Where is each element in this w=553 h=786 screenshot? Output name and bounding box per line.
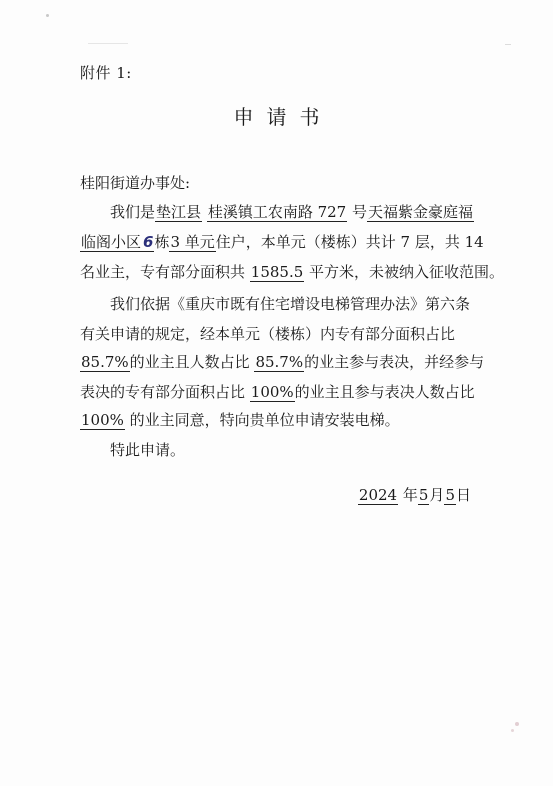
date-line (358, 484, 471, 505)
paragraph2-line2 (80, 324, 455, 344)
building-number-handwritten: 6 (143, 233, 154, 251)
street-address-field: 桂溪镇工农南路 727 (207, 203, 347, 221)
text-segment: 平方米，未被纳入征收范围。 (304, 263, 505, 281)
paragraph1-line2 (80, 232, 484, 252)
text-segment: 栋 (154, 233, 170, 251)
text-segment: 我们依据《重庆市既有住宅增设电梯管理办法》第六条 (110, 295, 471, 313)
scan-speck (515, 722, 519, 726)
text-segment: 名业主，专有部分面积共 (80, 263, 250, 281)
addressee: 桂阳街道办事处: (80, 174, 191, 192)
text-segment: 有关申请的规定，经本单元（楼栋）内专有部分面积占比 (80, 325, 456, 343)
voting-area-ratio-field: 100% (250, 383, 294, 401)
text-segment: 的业主参与表决，并经参与 (304, 353, 485, 371)
area-ratio-field: 85.7% (81, 353, 129, 371)
scan-speck (511, 729, 514, 732)
date-day-unit: 日 (455, 486, 471, 504)
text-segment: 号 (347, 203, 367, 221)
text-segment: 表决的专有部分面积占比 (80, 383, 250, 401)
paragraph1-line1 (110, 202, 474, 222)
unit-field: 3 单元 (170, 233, 215, 251)
date-year-unit: 年 (398, 486, 418, 504)
text-segment: 的业主且参与表决人数占比 (294, 383, 475, 401)
closing-text: 特此申请。 (110, 441, 186, 459)
paragraph1-line3 (80, 262, 504, 282)
text-segment: 我们是 (110, 203, 156, 221)
paragraph2-line3 (80, 352, 484, 372)
community-name-field: 天福紫金豪庭福 (368, 203, 474, 221)
paragraph2-line1 (110, 294, 470, 314)
document-title: 申请书 (233, 105, 333, 129)
date-day: 5 (445, 486, 455, 504)
annex-label: 附件 1: (80, 64, 132, 82)
paragraph2-line5 (80, 410, 400, 430)
text-segment: 的业主同意，特向贵单位申请安装电梯。 (124, 411, 400, 429)
voting-headcount-ratio-field: 100% (81, 411, 124, 429)
date-month-unit: 月 (429, 486, 445, 504)
scan-mark (505, 44, 511, 45)
area-field: 1585.5 (250, 263, 304, 281)
county-field: 垫江县 (156, 203, 202, 221)
community-name-field-cont: 临阁小区 (81, 233, 142, 251)
headcount-ratio-field: 85.7% (255, 353, 304, 371)
scan-mark (88, 43, 128, 44)
scan-speck (46, 14, 49, 17)
paragraph2-line4 (80, 382, 475, 402)
date-year: 2024 (358, 486, 398, 504)
text-segment: 住户，本单元（楼栋）共计 7 层，共 14 (215, 233, 484, 251)
text-segment: 的业主且人数占比 (129, 353, 255, 371)
date-month: 5 (418, 486, 429, 504)
